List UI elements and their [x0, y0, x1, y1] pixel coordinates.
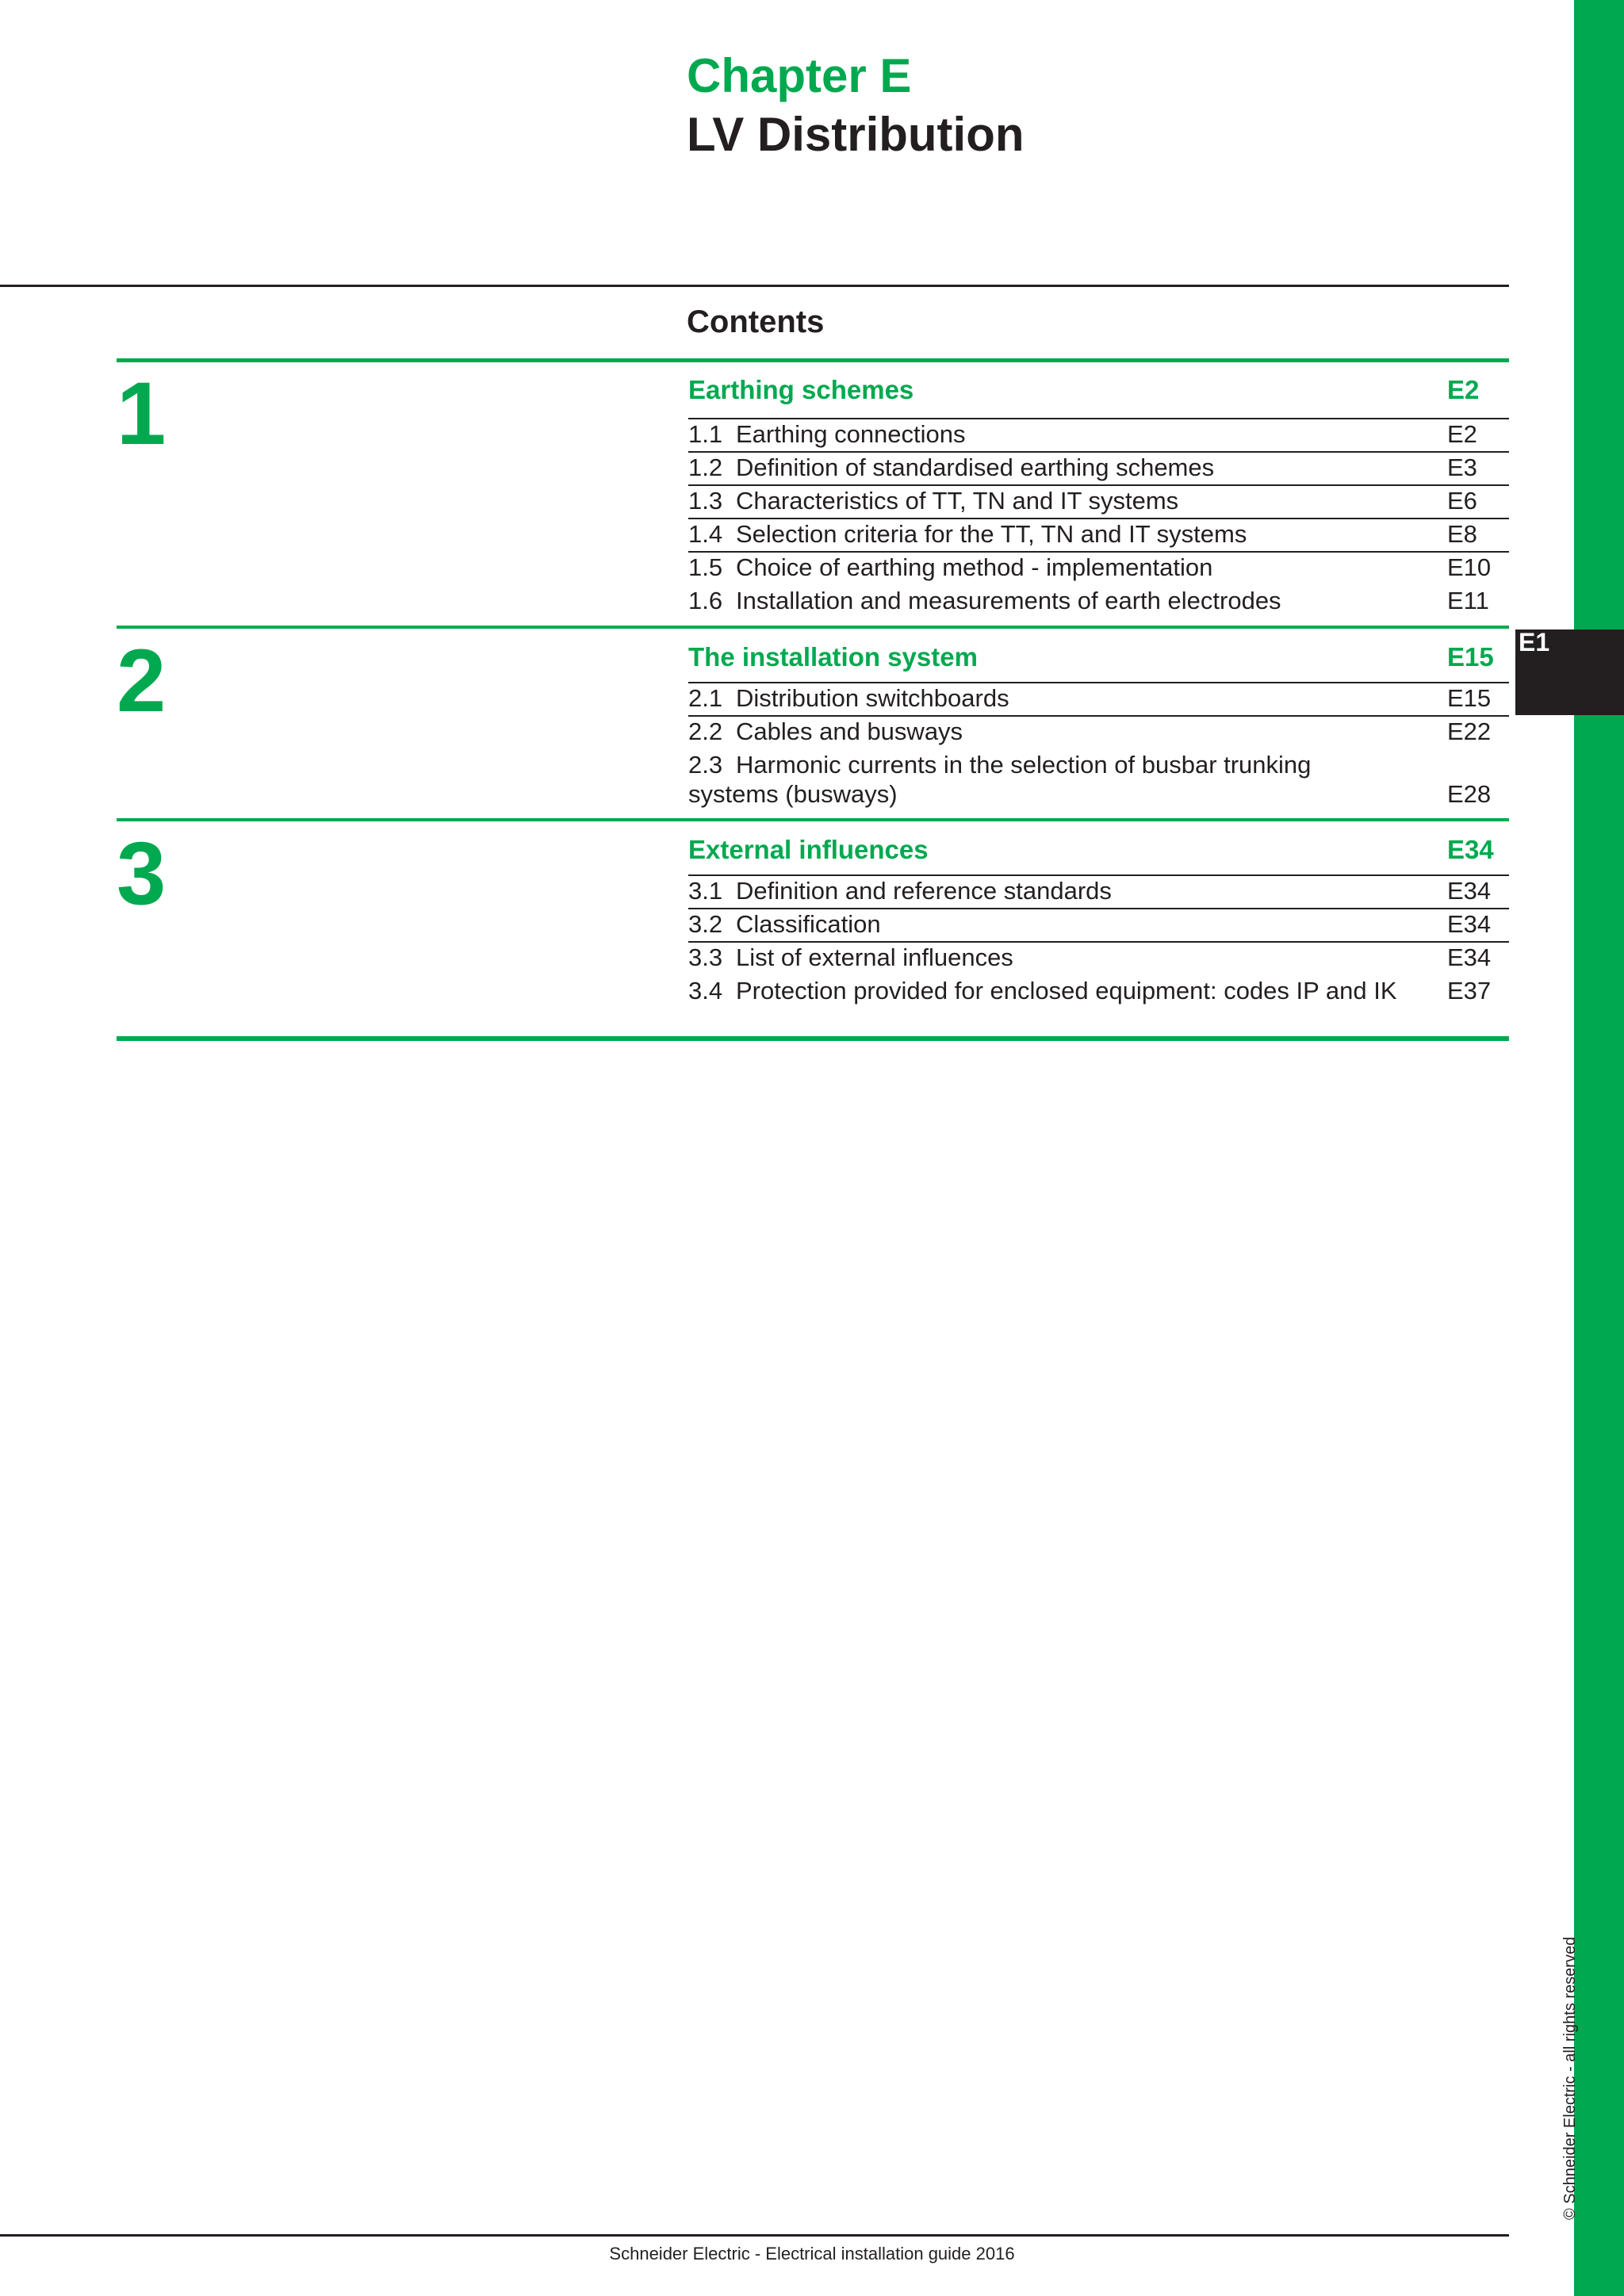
entry-title: Choice of earthing method - implementation	[736, 553, 1213, 581]
entry-title: Earthing connections	[736, 420, 966, 448]
entry-title: Cables and busways	[736, 718, 963, 745]
entry-number: 1.3	[688, 487, 723, 515]
header-divider	[0, 285, 1509, 287]
entry-page: E34	[1447, 910, 1492, 938]
entry-number: 2.2	[688, 718, 723, 745]
entry-number: 3.2	[688, 910, 723, 938]
entry-page: E37	[1447, 977, 1492, 1004]
entry-title-continued: systems (busways)	[688, 780, 898, 808]
entry-page: E22	[1447, 718, 1492, 745]
contents-end-divider	[117, 1036, 1509, 1041]
toc-entry[interactable]	[688, 908, 1509, 938]
entry-page: E28	[1447, 780, 1492, 808]
section-divider	[117, 358, 1509, 362]
toc-entry[interactable]	[688, 941, 1509, 971]
entry-number: 2.1	[688, 684, 723, 712]
toc-entry[interactable]	[688, 518, 1509, 548]
entry-page: E8	[1447, 520, 1477, 548]
section-page: E2	[1447, 375, 1480, 404]
entry-number: 3.4	[688, 977, 723, 1004]
contents-heading: Contents	[687, 304, 825, 339]
entry-title: Selection criteria for the TT, TN and IT systems	[736, 520, 1247, 548]
entry-page: E15	[1447, 684, 1492, 712]
entry-number: 1.1	[688, 420, 723, 448]
entry-page: E34	[1447, 943, 1492, 971]
toc-entry[interactable]	[688, 418, 1509, 448]
footer-divider	[0, 2234, 1509, 2237]
entry-title: Definition and reference standards	[736, 877, 1112, 905]
side-accent-bar	[1574, 0, 1624, 2296]
toc-entry[interactable]	[688, 715, 1509, 745]
entry-title: Definition of standardised earthing schemes	[736, 453, 1215, 481]
chapter-label: Chapter E	[687, 49, 912, 102]
entry-title: Protection provided for enclosed equipment: codes IP and IK	[736, 977, 1397, 1004]
entry-page: E3	[1447, 453, 1477, 481]
section-title-link[interactable]: Earthing schemes	[688, 375, 914, 404]
toc-entry[interactable]	[688, 682, 1509, 712]
entry-page: E2	[1447, 420, 1477, 448]
entry-number: 1.4	[688, 520, 723, 548]
entry-number: 3.1	[688, 877, 723, 905]
section-number: 3	[117, 824, 167, 923]
entry-title: Installation and measurements of earth electrodes	[736, 587, 1281, 614]
entry-number: 1.2	[688, 453, 723, 481]
entry-title: Classification	[736, 910, 881, 938]
chapter-title: LV Distribution	[687, 108, 1025, 161]
section-number: 2	[117, 631, 167, 730]
entry-page: E10	[1447, 553, 1492, 581]
entry-page: E6	[1447, 487, 1477, 515]
entry-page: E34	[1447, 877, 1492, 905]
entry-page: E11	[1447, 587, 1489, 614]
section-page: E34	[1447, 835, 1494, 864]
page-footer: Schneider Electric - Electrical installation guide 2016	[609, 2244, 1015, 2263]
toc-entry[interactable]	[688, 748, 1509, 812]
section-divider	[117, 818, 1509, 821]
entry-number: 1.5	[688, 553, 723, 581]
entry-number: 2.3	[688, 751, 723, 779]
section-page: E15	[1447, 642, 1494, 672]
toc-entry[interactable]	[688, 551, 1509, 581]
section-divider	[117, 626, 1509, 629]
page-number: E1	[1519, 628, 1550, 656]
toc-entry[interactable]	[688, 484, 1509, 515]
entry-title: Characteristics of TT, TN and IT systems	[736, 487, 1179, 515]
entry-title: Distribution switchboards	[736, 684, 1009, 712]
section-title-link[interactable]: The installation system	[688, 642, 978, 672]
entry-title: List of external influences	[736, 943, 1013, 971]
copyright-notice: © Schneider Electric - all rights reserved	[1561, 1936, 1579, 2220]
toc-entry[interactable]	[688, 874, 1509, 905]
entry-number: 1.6	[688, 587, 723, 614]
entry-title: Harmonic currents in the selection of busbar trunking	[736, 751, 1312, 779]
page-number-tab	[1515, 629, 1624, 715]
section-number: 1	[117, 364, 167, 463]
entry-number: 3.3	[688, 943, 723, 971]
section-title-link[interactable]: External influences	[688, 835, 929, 864]
toc-entry[interactable]	[688, 451, 1509, 481]
